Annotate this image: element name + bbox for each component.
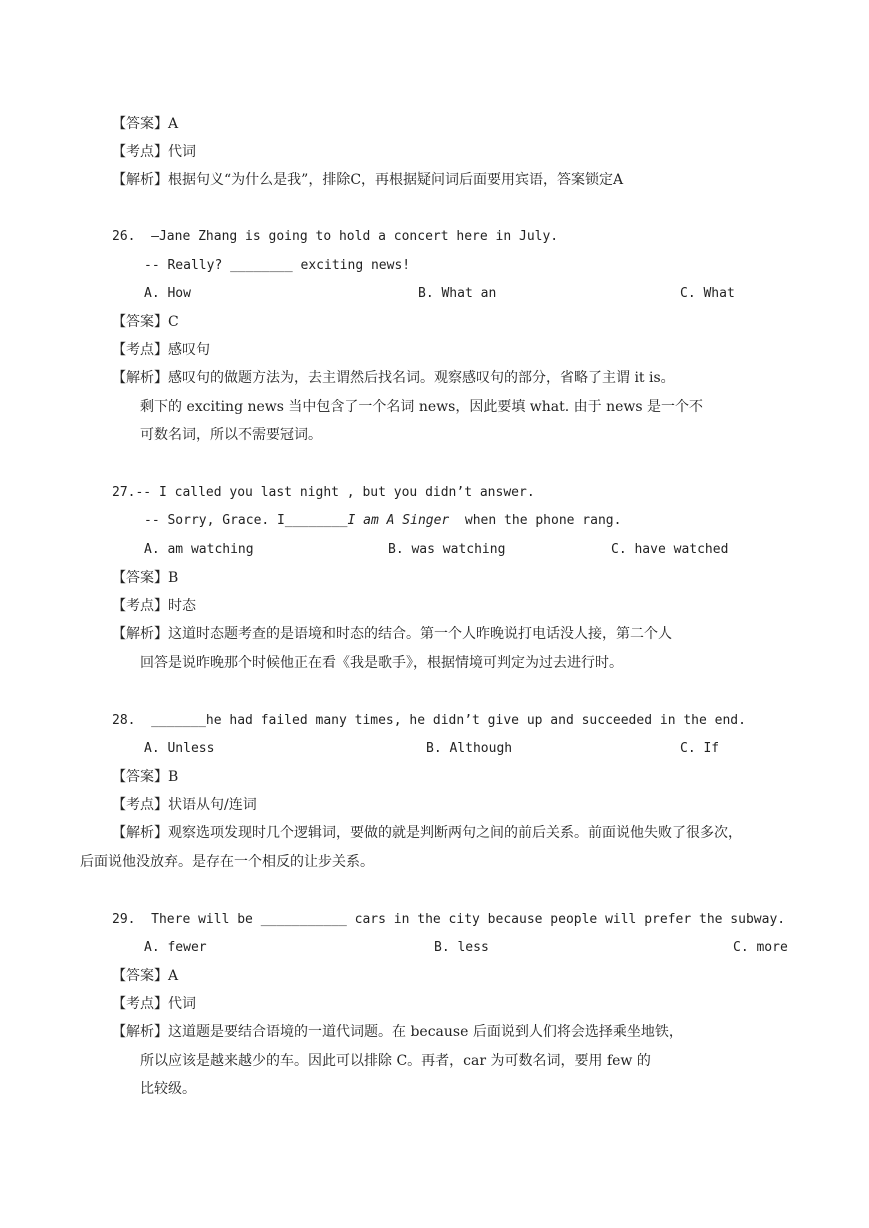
q29-option-b: B. less [434, 940, 489, 955]
q26-answer: 【答案】C [112, 314, 179, 330]
q29-analysis-line3: 比较级。 [140, 1081, 196, 1097]
q28-answer: 【答案】B [112, 769, 179, 785]
q27-option-a: A. am watching [144, 542, 254, 557]
q27-option-c: C. have watched [611, 542, 729, 557]
q25-point: 【考点】代词 [112, 144, 196, 160]
q27-option-b: B. was watching [388, 542, 506, 557]
q26-analysis-line3: 可数名词，所以不需要冠词。 [140, 427, 322, 443]
q28-stem-line1: 28. _______he had failed many times, he didn’t give up and succeeded in the end. [112, 713, 746, 728]
q26-stem-line1: 26. –Jane Zhang is going to hold a concert here in July. [112, 229, 559, 244]
q29-option-a: A. fewer [144, 940, 207, 955]
q28-option-a: A. Unless [144, 741, 215, 756]
q29-analysis-line1: 【解析】这道题是要结合语境的一道代词题。在 because 后面说到人们将会选择乘坐地铁， [112, 1024, 683, 1040]
q29-stem-line1: 29. There will be ___________ cars in the city because people will prefer the subway. [112, 912, 786, 927]
q26-analysis-line1: 【解析】感叹句的做题方法为，去主谓然后找名词。观察感叹句的部分，省略了主谓 it is。 [112, 370, 675, 386]
q27-point: 【考点】时态 [112, 598, 196, 614]
q27-answer: 【答案】B [112, 570, 179, 586]
q26-analysis-line2: 剩下的 exciting news 当中包含了一个名词 news，因此要填 what. 由于 news 是一个不 [140, 399, 704, 415]
q29-point: 【考点】代词 [112, 996, 196, 1012]
q28-analysis-line2: 后面说他没放弃。是存在一个相反的让步关系。 [80, 854, 374, 870]
q29-answer: 【答案】A [112, 968, 179, 984]
q26-stem-line2: -- Really? ________ exciting news! [144, 258, 411, 273]
q27-stem-line2-italic: I am A Singer [347, 513, 450, 528]
q28-option-b: B. Although [426, 741, 513, 756]
q27-stem-line1: 27.-- I called you last night , but you didn’t answer. [112, 485, 535, 500]
q26-option-c: C. What [680, 286, 735, 301]
q27-stem-line2-prefix: -- Sorry, Grace. I________ [144, 513, 348, 528]
q26-option-a: A. How [144, 286, 191, 301]
q28-point: 【考点】状语从句/连词 [112, 797, 257, 813]
q25-analysis: 【解析】根据句义“为什么是我”，排除C，再根据疑问词后面要用宾语，答案锁定A [112, 172, 624, 188]
q28-option-c: C. If [680, 741, 720, 756]
q26-option-b: B. What an [418, 286, 497, 301]
q26-point: 【考点】感叹句 [112, 342, 210, 358]
q27-stem-line2-suffix: when the phone rang. [449, 513, 622, 528]
q29-option-c: C. more [733, 940, 788, 955]
q28-analysis-line1: 【解析】观察选项发现时几个逻辑词，要做的就是判断两句之间的前后关系。前面说他失败了很多次， [112, 825, 742, 841]
q29-analysis-line2: 所以应该是越来越少的车。因此可以排除 C。再者，car 为可数名词，要用 few 的 [140, 1053, 651, 1069]
q27-stem-line2 [144, 511, 621, 531]
q25-answer: 【答案】A [112, 116, 179, 132]
q27-analysis-line2: 回答是说昨晚那个时候他正在看《我是歌手》，根据情境可判定为过去进行时。 [140, 655, 623, 671]
q27-analysis-line1: 【解析】这道时态题考查的是语境和时态的结合。第一个人昨晚说打电话没人接，第二个人 [112, 626, 672, 642]
